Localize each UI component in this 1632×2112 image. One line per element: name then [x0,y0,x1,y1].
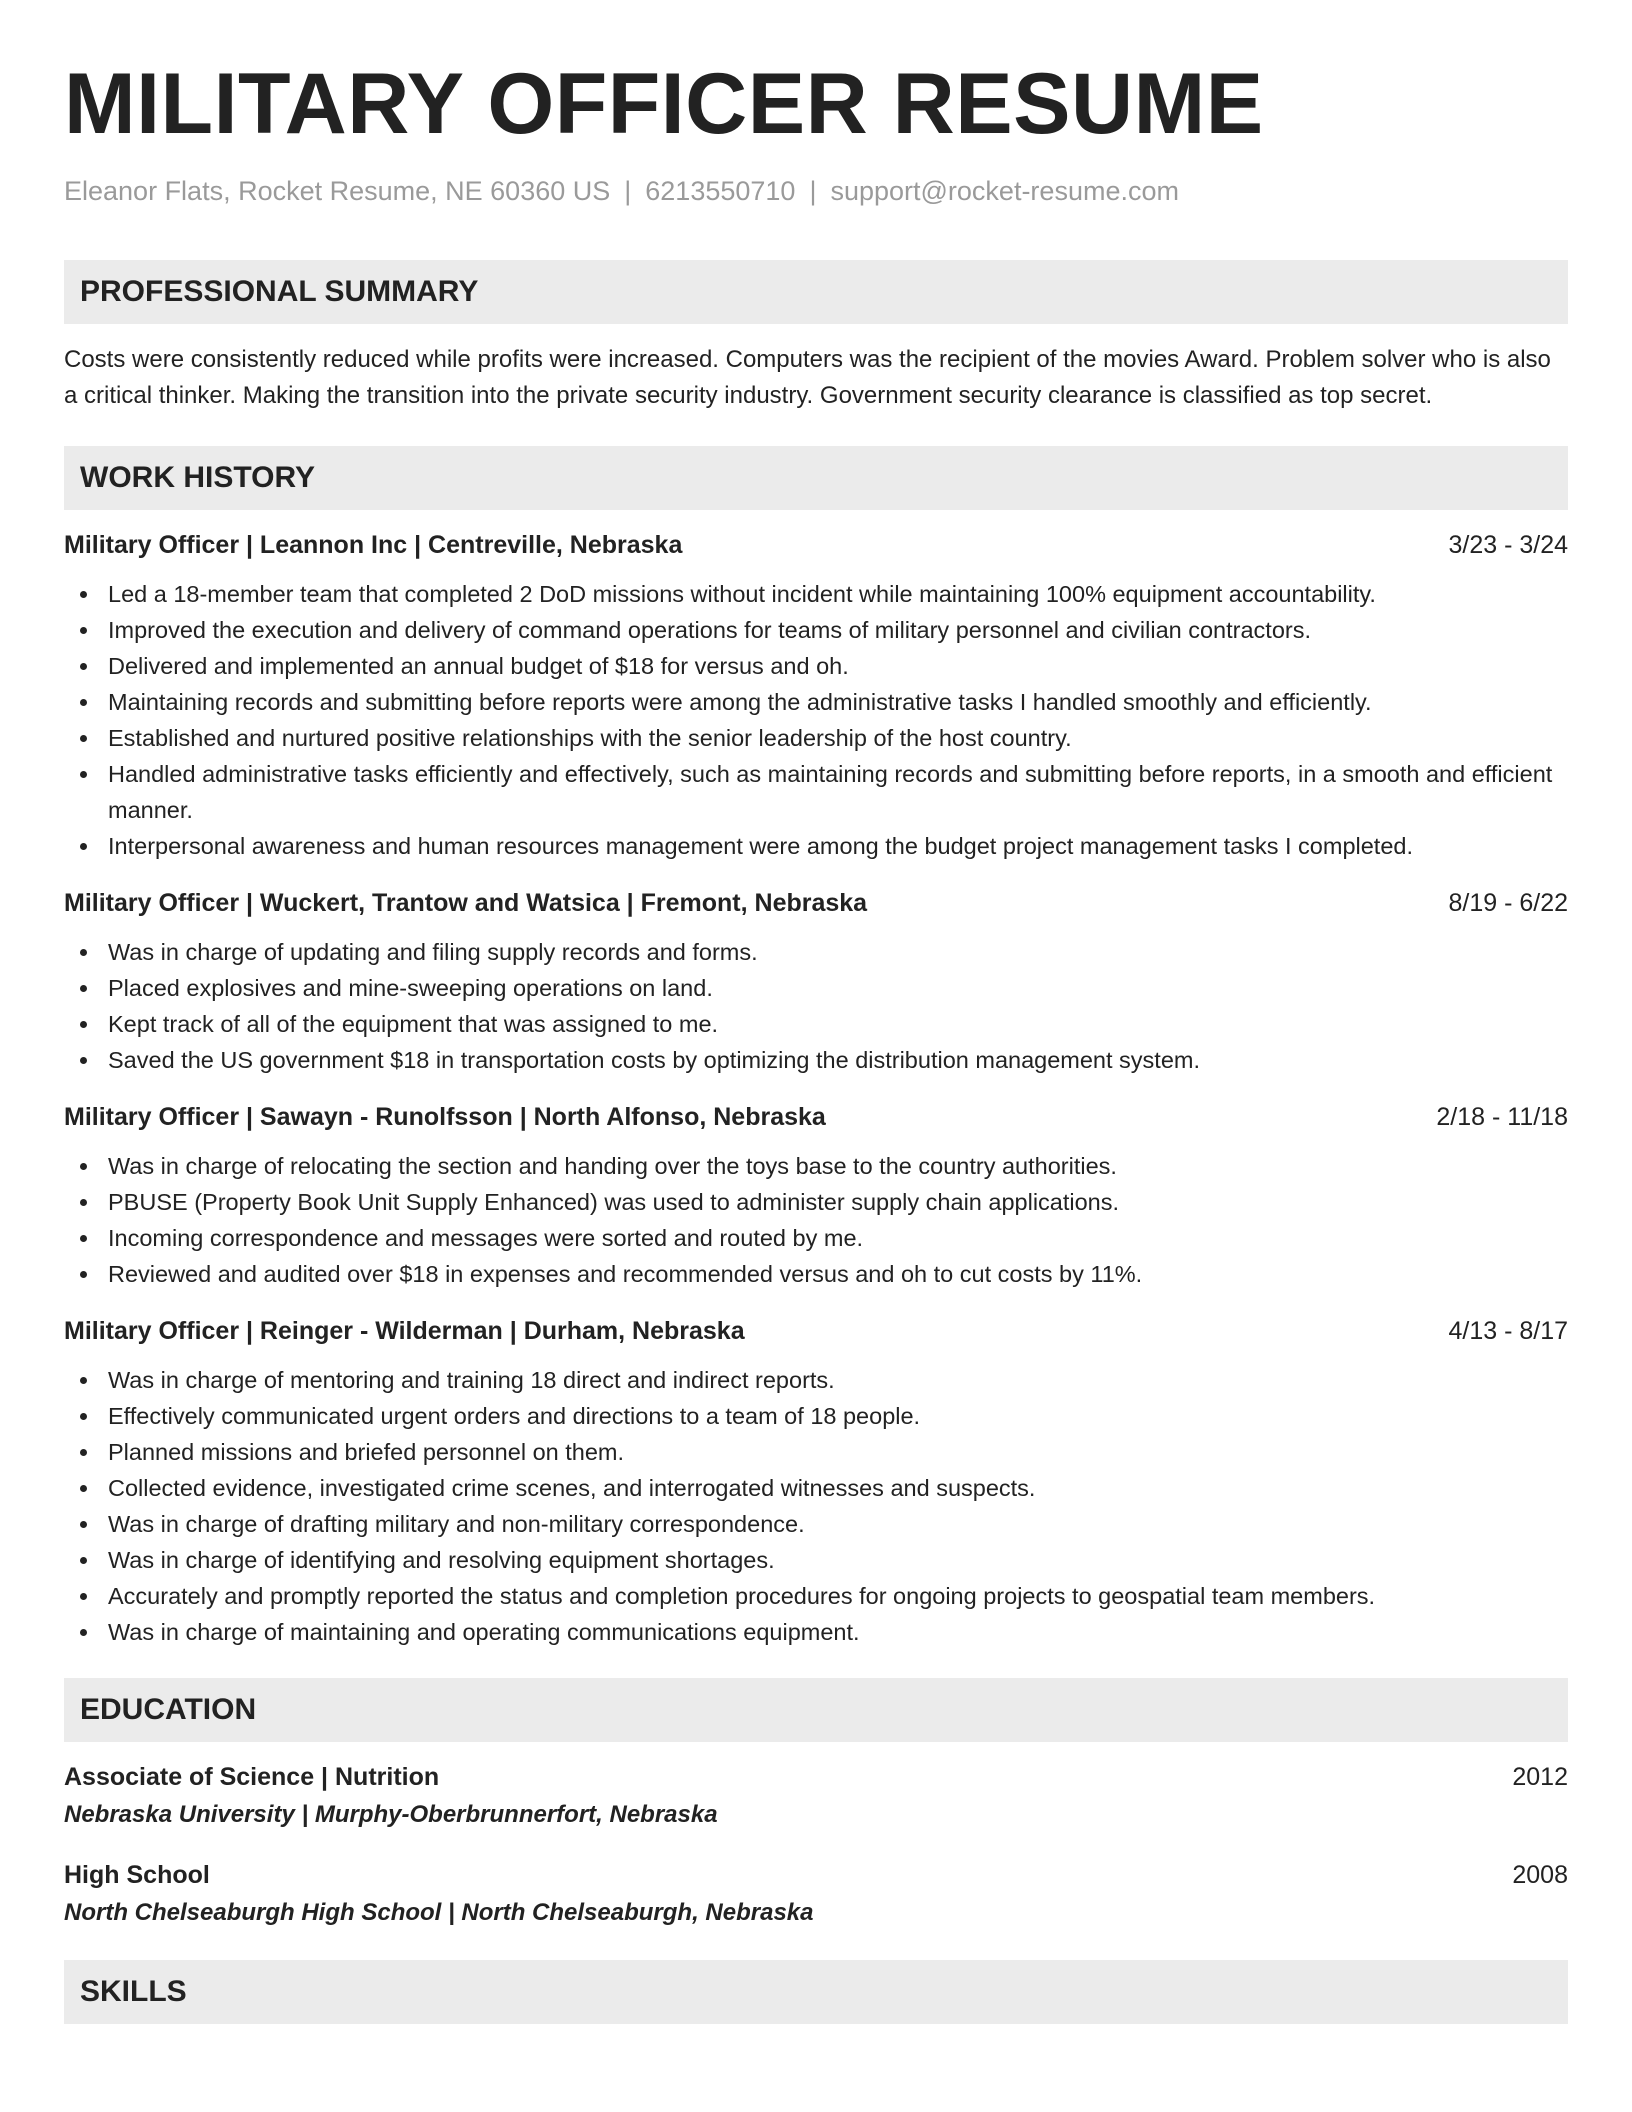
bullet-dot-icon [80,663,87,670]
job-bullet-text: Delivered and implemented an annual budget of $18 for versus and oh. [108,653,849,679]
job-dates: 2/18 - 11/18 [1436,1103,1568,1131]
bullet-dot-icon [80,1163,87,1170]
bullet-dot-icon [80,771,87,778]
job-bullet [64,1256,1568,1292]
job-bullet-text: Maintaining records and submitting before reports were among the administrative tasks I handled smoothly and efficiently. [108,689,1372,715]
job-bullet-list [64,576,1568,864]
job-header [64,1100,1568,1134]
job-bullet [64,1614,1568,1650]
education-header [64,1760,1568,1794]
job-title: Military Officer | Reinger - Wilderman | Durham, Nebraska [64,1317,745,1345]
job-entry [64,1100,1568,1292]
contact-address: Eleanor Flats, Rocket Resume, NE 60360 US [64,176,611,206]
job-entry [64,528,1568,864]
education-degree: Associate of Science | Nutrition [64,1763,440,1791]
bullet-dot-icon [80,1057,87,1064]
work-history-list [64,528,1568,1650]
bullet-dot-icon [80,627,87,634]
job-bullet [64,756,1568,828]
bullet-dot-icon [80,735,87,742]
section-header-work-history: WORK HISTORY [64,446,1568,510]
job-title: Military Officer | Wuckert, Trantow and Watsica | Fremont, Nebraska [64,889,868,917]
bullet-dot-icon [80,1557,87,1564]
contact-separator: | [809,176,817,206]
contact-phone: 6213550710 [645,176,796,206]
bullet-dot-icon [80,1271,87,1278]
job-bullet-text: Incoming correspondence and messages were sorted and routed by me. [108,1225,864,1251]
education-year: 2012 [1512,1763,1568,1791]
job-bullet [64,576,1568,612]
job-bullet-text: Established and nurtured positive relationships with the senior leadership of the host country. [108,725,1072,751]
bullet-dot-icon [80,1235,87,1242]
job-bullet [64,684,1568,720]
job-bullet-list [64,1362,1568,1650]
job-bullet-text: Interpersonal awareness and human resources management were among the budget project management tasks I completed. [108,833,1413,859]
job-title: Military Officer | Sawayn - Runolfsson | North Alfonso, Nebraska [64,1103,826,1131]
section-header-education: EDUCATION [64,1678,1568,1742]
job-entry [64,1314,1568,1650]
job-dates: 4/13 - 8/17 [1448,1317,1568,1345]
contact-separator: | [624,176,632,206]
job-bullet-text: Improved the execution and delivery of command operations for teams of military personnel and civilian contractors. [108,617,1312,643]
bullet-dot-icon [80,1449,87,1456]
job-bullet-text: Saved the US government $18 in transportation costs by optimizing the distribution management system. [108,1047,1201,1073]
bullet-dot-icon [80,1199,87,1206]
section-header-skills: SKILLS [64,1960,1568,2024]
bullet-dot-icon [80,843,87,850]
job-bullet-text: Was in charge of relocating the section and handing over the toys base to the country authorities. [108,1153,1117,1179]
job-bullet [64,1506,1568,1542]
job-bullet-text: Accurately and promptly reported the status and completion procedures for ongoing projects to geospatial team members. [108,1583,1376,1609]
summary-text: Costs were consistently reduced while profits were increased. Computers was the recipient of the movies Award. Problem solver who is also a critical thinker. Making the transition into the private security industry. Government security clearance is classified as top secret. [64,346,1551,409]
job-bullet [64,1184,1568,1220]
education-list [64,1760,1568,1930]
job-bullet [64,1578,1568,1614]
bullet-dot-icon [80,1377,87,1384]
job-bullet [64,1542,1568,1578]
bullet-dot-icon [80,591,87,598]
education-school: Nebraska University | Murphy-Oberbrunnerfort, Nebraska [64,1801,718,1828]
job-header [64,886,1568,920]
job-title: Military Officer | Leannon Inc | Centreville, Nebraska [64,531,683,559]
job-header [64,528,1568,562]
job-bullet [64,828,1568,864]
job-bullet-text: Planned missions and briefed personnel on them. [108,1439,625,1465]
education-year: 2008 [1512,1861,1568,1889]
education-entry [64,1858,1568,1930]
job-bullet-text: Was in charge of maintaining and operating communications equipment. [108,1619,860,1645]
job-bullet-text: Effectively communicated urgent orders and directions to a team of 18 people. [108,1403,921,1429]
job-bullet-text: Was in charge of identifying and resolving equipment shortages. [108,1547,775,1573]
job-bullet [64,1006,1568,1042]
job-bullet-text: Was in charge of mentoring and training 18 direct and indirect reports. [108,1367,835,1393]
job-bullet-list [64,934,1568,1078]
bullet-dot-icon [80,1521,87,1528]
bullet-dot-icon [80,949,87,956]
job-bullet [64,1148,1568,1184]
job-bullet-list [64,1148,1568,1292]
education-school: North Chelseaburgh High School | North Chelseaburgh, Nebraska [64,1899,814,1926]
job-bullet [64,1042,1568,1078]
job-bullet [64,1220,1568,1256]
job-dates: 3/23 - 3/24 [1448,531,1568,559]
job-bullet [64,934,1568,970]
job-bullet [64,1362,1568,1398]
education-header [64,1858,1568,1892]
job-bullet [64,1470,1568,1506]
resume-title: MILITARY OFFICER RESUME [64,56,1264,152]
job-header [64,1314,1568,1348]
job-bullet-text: Was in charge of updating and filing supply records and forms. [108,939,758,965]
bullet-dot-icon [80,1413,87,1420]
job-bullet-text: Kept track of all of the equipment that was assigned to me. [108,1011,719,1037]
bullet-dot-icon [80,1629,87,1636]
job-bullet [64,1434,1568,1470]
job-bullet-text: Led a 18-member team that completed 2 DoD missions without incident while maintaining 100% equipment accountability. [108,581,1376,607]
job-bullet-text: PBUSE (Property Book Unit Supply Enhanced) was used to administer supply chain applications. [108,1189,1120,1215]
job-bullet-text: Handled administrative tasks efficiently and effectively, such as maintaining records and submitting before reports, in a smooth and efficient manner. [108,761,1553,823]
bullet-dot-icon [80,1593,87,1600]
job-bullet [64,612,1568,648]
bullet-dot-icon [80,1485,87,1492]
job-bullet [64,648,1568,684]
education-entry [64,1760,1568,1832]
job-bullet [64,1398,1568,1434]
job-bullet [64,720,1568,756]
job-bullet-text: Reviewed and audited over $18 in expenses and recommended versus and oh to cut costs by 11%. [108,1261,1143,1287]
section-header-summary: PROFESSIONAL SUMMARY [64,260,1568,324]
contact-line [64,174,1568,208]
job-bullet [64,970,1568,1006]
job-entry [64,886,1568,1078]
job-bullet-text: Collected evidence, investigated crime scenes, and interrogated witnesses and suspects. [108,1475,1036,1501]
bullet-dot-icon [80,1021,87,1028]
bullet-dot-icon [80,985,87,992]
education-degree: High School [64,1861,210,1889]
job-bullet-text: Placed explosives and mine-sweeping operations on land. [108,975,713,1001]
contact-email: support@rocket-resume.com [830,176,1179,206]
bullet-dot-icon [80,699,87,706]
job-bullet-text: Was in charge of drafting military and non-military correspondence. [108,1511,805,1537]
job-dates: 8/19 - 6/22 [1448,889,1568,917]
